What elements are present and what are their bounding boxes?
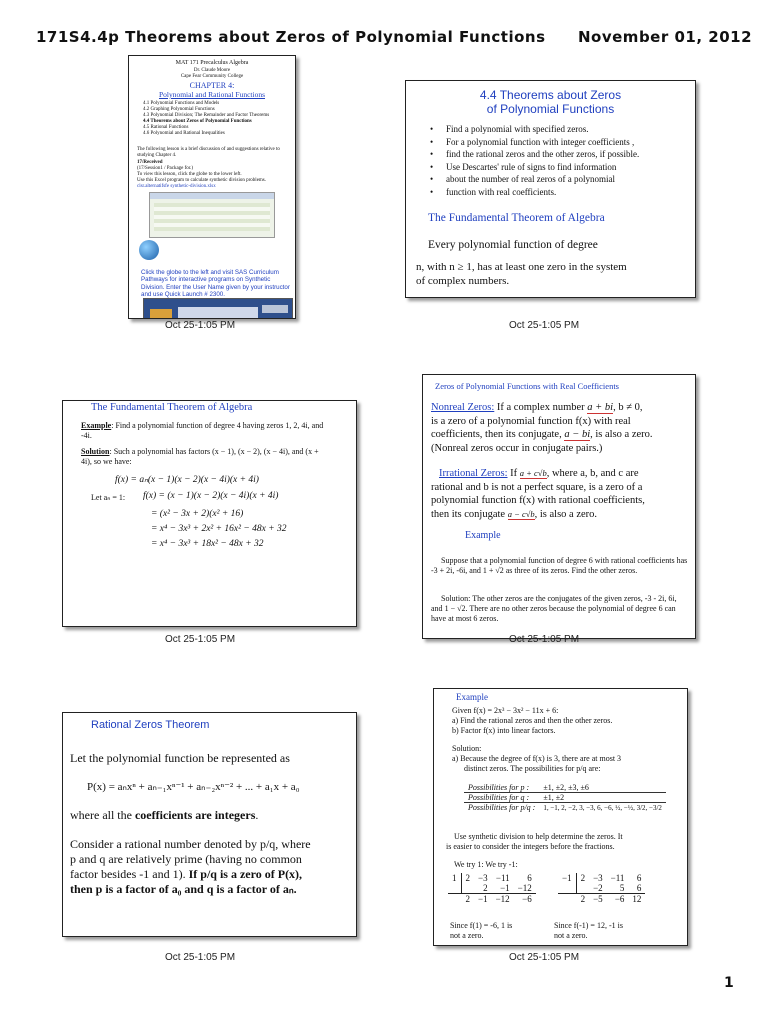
table-cell: Possibilities for p/q : xyxy=(468,803,536,812)
objective-item: • Use Descartes' rule of signs to find information xyxy=(424,161,694,174)
solution-text-part: Solution: The other zeros are the conjugates of the given zeros, -3 - 2i, 6i, and xyxy=(431,594,677,613)
table-cell xyxy=(461,883,474,894)
conclusion-2 xyxy=(554,921,623,941)
solution-root: 1 − √2 xyxy=(444,604,466,613)
complex-number: a + bi xyxy=(587,402,614,413)
irrational-text: , where a, b, and c are xyxy=(546,468,639,479)
table-row xyxy=(464,803,666,813)
conclusion-line: not a zero. xyxy=(554,931,588,940)
nonreal-text: (Nonreal zeros occur in conjugate pairs.) xyxy=(431,442,603,454)
fta-statement-line: n, with n ≥ 1, has at least one zero in the system xyxy=(416,261,627,273)
table-cell: Possibilities for q : xyxy=(468,793,530,802)
task-line: a) Find the rational zeros and then the other zeros. xyxy=(452,716,613,725)
slide-timestamp: Oct 25-1:05 PM xyxy=(509,634,580,645)
try-label: We try 1: We try -1: xyxy=(454,860,518,869)
theorem-emphasis: If p/q is a zero of P(x), xyxy=(188,867,303,881)
slide-fta-example xyxy=(62,400,357,627)
irrational-text: If xyxy=(507,468,520,479)
irrational-zeros-paragraph xyxy=(431,467,693,521)
irrational-text: , is also a zero. xyxy=(534,508,598,520)
section-title: 4.4 Theorems about Zeros xyxy=(479,88,622,102)
given-line: Given f(x) = 2x³ − 3x² − 11x + 6: xyxy=(452,706,559,715)
table-row xyxy=(558,883,645,894)
synthetic-note xyxy=(446,832,684,852)
table-cell: 2 xyxy=(483,883,488,893)
polynomial-expression: P(x) = aₙxⁿ + aₙ₋₁xⁿ⁻¹ + aₙ₋₂xⁿ⁻² + ... + a₁x + a₀ xyxy=(87,781,300,793)
resource-line: 17/Received xyxy=(137,160,163,165)
nonreal-label: Nonreal Zeros: xyxy=(431,402,495,413)
page-title: 171S4.4p Theorems about Zeros of Polynomial Functions xyxy=(36,28,546,46)
table-row xyxy=(448,873,536,883)
example-given xyxy=(452,706,684,736)
page-number: 1 xyxy=(724,975,734,991)
nonreal-text: If a complex number xyxy=(494,402,588,413)
solution-label: Solution xyxy=(81,447,110,456)
slide-heading: Example xyxy=(456,692,488,702)
table-cell: −1 xyxy=(558,873,576,883)
spreadsheet-thumbnail xyxy=(149,192,275,238)
toc-item[interactable]: 4.6 Polynomial and Rational Inequalities xyxy=(143,131,225,136)
nonreal-text: , is also a zero. xyxy=(590,429,653,440)
fta-statement-line: Every polynomial function of degree xyxy=(428,239,598,251)
theorem-emphasis: then p is a factor of a₀ and q is a factor of aₙ. xyxy=(70,882,297,896)
theorem-text: p and q are relatively prime (having no common xyxy=(70,852,302,866)
program-panel xyxy=(178,307,258,319)
spreadsheet-header-bar xyxy=(150,193,274,199)
conclusion-line: Since f(1) = -6, 1 is xyxy=(450,921,513,930)
table-cell: 2 xyxy=(580,873,586,883)
note-line: is easier to consider the integers before the fractions. xyxy=(446,842,615,851)
table-cell: 6 xyxy=(636,883,642,893)
slide-chapter-overview xyxy=(128,55,296,319)
slide-heading: The Fundamental Theorem of Algebra xyxy=(91,402,253,413)
objectives-list xyxy=(424,123,694,198)
table-row xyxy=(464,793,666,803)
section-title-line2: of Polynomial Functions xyxy=(486,102,615,116)
toc-item[interactable]: 4.4 Theorems about Zeros of Polynomial Functions xyxy=(143,119,252,124)
conclusion-line: Since f(-1) = 12, -1 is xyxy=(554,921,623,930)
table-cell: −11 xyxy=(495,873,510,883)
irrational-conjugate: a − c√b xyxy=(507,508,535,519)
example-label: Example xyxy=(465,530,501,541)
resource-line: To view this lesson, click the globe to the lower left. xyxy=(137,172,242,177)
example-text-part: Suppose that a polynomial function of degree 6 with rational coefficients has -3 + 2i, -6i, and xyxy=(431,556,688,575)
theorem-text: factor besides -1 and 1). xyxy=(70,867,189,881)
synthetic-division-program-thumbnail[interactable] xyxy=(143,298,293,319)
table-cell: −5 xyxy=(593,894,603,904)
table-row xyxy=(448,894,536,905)
slide-timestamp: Oct 25-1:05 PM xyxy=(165,952,236,963)
table-cell: 1 xyxy=(448,873,461,883)
table-cell: −6 xyxy=(614,894,625,904)
solution-text-part: . There are no other zeros because the polynomial of degree 6 can have at most 6 zeros. xyxy=(431,604,676,623)
table-row xyxy=(558,894,645,905)
table-cell xyxy=(448,894,461,905)
equation: = (x² − 3x + 2)(x² + 16) xyxy=(151,509,244,519)
irrational-expression: a + c√b xyxy=(519,468,547,478)
irrational-text: rational and b is not a perfect square, is a zero of a xyxy=(431,481,643,493)
example-label: Example xyxy=(81,421,112,430)
slide-timestamp: Oct 25-1:05 PM xyxy=(165,320,236,331)
let-statement: Let aₙ = 1: xyxy=(91,493,126,502)
toc-item[interactable]: 4.3 Polynomial Division; The Remainder and Factor Theorems xyxy=(143,113,270,118)
chapter-number: CHAPTER 4: xyxy=(189,81,235,90)
solution-text xyxy=(431,594,689,624)
table-cell: −12 xyxy=(495,894,510,904)
example-root: 1 + √2 xyxy=(482,566,504,575)
conjugate: a − bi xyxy=(564,429,591,440)
example-text: : Find a polynomial function of degree 4 having zeros 1, 2, 4i, and -4i. xyxy=(81,421,324,440)
theorem-text: where all the xyxy=(70,808,135,822)
slide-timestamp: Oct 25-1:05 PM xyxy=(509,320,580,331)
conclusion-line: not a zero. xyxy=(450,931,484,940)
slide-rational-zeros-example xyxy=(433,688,688,946)
equation: f(x) = (x − 1)(x − 2)(x − 4i)(x + 4i) xyxy=(143,491,279,501)
excel-note: Use this Excel program to calculate synthetic division problems. xyxy=(137,178,266,183)
objective-item: • Find a polynomial with specified zeros. xyxy=(424,123,694,136)
course-name: MAT 171 Precalculus Algebra xyxy=(175,60,249,66)
nonreal-zeros-paragraph xyxy=(431,401,693,455)
chapter-toc xyxy=(143,101,293,137)
globe-icon[interactable] xyxy=(139,240,159,260)
equation: f(x) = aₙ(x − 1)(x − 2)(x − 4i)(x + 4i) xyxy=(115,475,259,485)
synthetic-division-1 xyxy=(448,873,536,904)
theorem-text: . xyxy=(255,808,259,822)
table-cell: −1 xyxy=(500,883,510,893)
equation: = x⁴ − 3x³ + 2x² + 16x² − 48x + 32 xyxy=(151,524,287,534)
table-cell: 2 xyxy=(465,894,470,904)
fta-statement-line: of complex numbers. xyxy=(416,275,510,287)
irrational-text: polynomial function f(x) with rational coefficients, xyxy=(431,495,645,506)
instructor-name: Dr. Claude Moore xyxy=(193,68,231,73)
objective-item: • about the number of real zeros of a polynomial xyxy=(424,173,694,186)
example-statement xyxy=(81,421,326,441)
program-tile xyxy=(150,309,172,319)
table-cell: −3 xyxy=(593,873,603,883)
theorem-line: Let the polynomial function be represented as xyxy=(70,751,290,765)
table-row xyxy=(464,783,666,793)
table-cell xyxy=(558,883,576,894)
slide-section-overview xyxy=(405,80,696,298)
objective-item: • function with real coefficients. xyxy=(424,186,694,199)
table-cell: 5 xyxy=(619,883,625,893)
table-cell: −11 xyxy=(610,873,625,883)
example-text-part: as three of its zeros. Find the other zeros. xyxy=(503,566,638,575)
toc-item[interactable]: 4.1 Polynomial Functions and Models xyxy=(143,101,220,106)
table-cell xyxy=(576,883,589,894)
irrational-label: Irrational Zeros: xyxy=(439,468,508,479)
table-cell: −12 xyxy=(517,883,532,893)
solution-text: : Such a polynomial has factors (x − 1), (x − 2), (x − 4i), and (x + 4i), so we have: xyxy=(81,447,319,466)
table-cell: ±1, ±2 xyxy=(543,793,565,802)
synthetic-division-2 xyxy=(558,873,645,904)
college-name: Cape Fear Community College xyxy=(180,74,244,79)
table-cell: 2 xyxy=(580,894,586,904)
spreadsheet-grid xyxy=(154,203,270,231)
equation: = x⁴ − 3x³ + 18x² − 48x + 32 xyxy=(151,539,264,549)
solution-line: a) Because the degree of f(x) is 3, there are at most 3 xyxy=(452,754,622,763)
theorem-text: Consider a rational number denoted by p/q, where xyxy=(70,837,311,851)
slide-rational-zeros-theorem xyxy=(62,712,357,937)
slide-heading: Rational Zeros Theorem xyxy=(91,719,210,731)
nonreal-text: coefficients, then its conjugate, xyxy=(431,429,565,440)
theorem-line xyxy=(70,867,354,882)
excel-link[interactable]: clsr.alternatifsfe synthetic-division.xlsx xyxy=(137,184,216,189)
example-text xyxy=(431,556,689,576)
solution-line: distinct zeros. The possibilities for p/q are: xyxy=(464,764,601,773)
page-date: November 01, 2012 xyxy=(578,28,753,46)
toc-item[interactable]: 4.5 Rational Functions xyxy=(143,125,189,130)
table-cell: 6 xyxy=(527,873,532,883)
solution-statement xyxy=(81,447,331,467)
table-cell: 12 xyxy=(632,894,642,904)
nonreal-text: , b ≠ 0, xyxy=(613,402,643,413)
table-cell: −2 xyxy=(593,883,603,893)
lesson-note: The following lesson is a brief discussion of and suggestions relative to studying Chapter 4. xyxy=(137,147,280,158)
irrational-text: then its conjugate xyxy=(431,508,508,520)
table-cell: −1 xyxy=(478,894,488,904)
table-cell: 6 xyxy=(636,873,642,883)
globe-instructions: Click the globe to the left and visit SAS Curriculum Pathways for interactive programs on Synthetic Division. Enter the User Name given by your instructor and use Quick Launch # 2300. xyxy=(141,269,290,299)
table-row xyxy=(448,883,536,894)
fta-heading: The Fundamental Theorem of Algebra xyxy=(428,212,605,224)
table-cell: 1, −1, 2, −2, 3, −3, 6, −6, ½, −½, 3/2, −3/2 xyxy=(543,803,662,812)
table-cell: ±1, ±2, ±3, ±6 xyxy=(543,783,589,792)
objective-item: • find the rational zeros and the other zeros, if possible. xyxy=(424,148,694,161)
chapter-title: Polynomial and Rational Functions xyxy=(158,90,266,99)
program-button xyxy=(262,305,288,313)
table-cell: −6 xyxy=(522,894,532,904)
table-cell: 2 xyxy=(465,873,470,883)
conclusion-1 xyxy=(450,921,512,941)
table-cell xyxy=(448,883,461,894)
theorem-paragraph xyxy=(70,837,354,897)
slide-heading: Zeros of Polynomial Functions with Real Coefficients xyxy=(435,381,619,391)
possibilities-table xyxy=(464,783,666,812)
slide-conjugate-zeros xyxy=(422,374,696,639)
table-cell xyxy=(558,894,576,905)
objective-item: • For a polynomial function with integer coefficients , xyxy=(424,136,694,149)
resource-line: (17/Session1 / Package for.) xyxy=(137,166,194,171)
solution-label: Solution: xyxy=(452,744,482,753)
note-line: Use synthetic division to help determine the zeros. It xyxy=(454,832,623,841)
table-row xyxy=(558,873,645,883)
theorem-line xyxy=(70,808,258,823)
table-cell: −3 xyxy=(478,873,488,883)
toc-item[interactable]: 4.2 Graphing Polynomial Functions xyxy=(143,107,215,112)
slide-timestamp: Oct 25-1:05 PM xyxy=(509,952,580,963)
nonreal-text: is a zero of a polynomial function f(x) with real xyxy=(431,415,631,427)
theorem-emphasis: coefficients are integers xyxy=(134,808,256,822)
slide-timestamp: Oct 25-1:05 PM xyxy=(165,634,236,645)
task-line: b) Factor f(x) into linear factors. xyxy=(452,726,556,735)
table-cell: Possibilities for p : xyxy=(468,783,530,792)
solution-block xyxy=(452,744,684,774)
